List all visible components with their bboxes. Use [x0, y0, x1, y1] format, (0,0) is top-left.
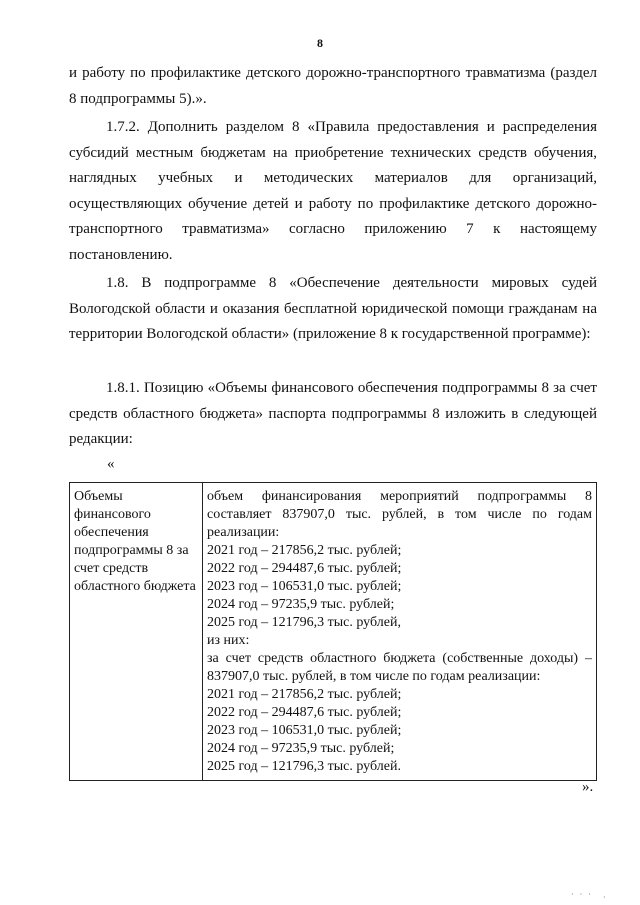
financing-total-line: объем финансирования мероприятий подпрограммы 8 составляет 837907,0 тыс. рублей, в том числе по годам реализации:: [207, 489, 592, 540]
year-2024-line: 2024 год – 97235,9 тыс. рублей;: [207, 597, 395, 612]
paragraph-intro: и работу по профилактике детского дорожно-транспортного травматизма (раздел 8 подпрограммы 5).».: [69, 65, 597, 107]
year-2023-line: 2023 год – 106531,0 тыс. рублей;: [207, 579, 402, 594]
regional-year-2021-line: 2021 год – 217856,2 тыс. рублей;: [207, 687, 402, 702]
year-2025-line: 2025 год – 121796,3 тыс. рублей,: [207, 615, 401, 630]
opening-quote-mark: «: [107, 456, 115, 472]
regional-year-2024-line: 2024 год – 97235,9 тыс. рублей;: [207, 741, 395, 756]
paragraph-1-8-1: 1.8.1. Позицию «Объемы финансового обеспечения подпрограммы 8 за счет средств областного бюджета» паспорта подпрограммы 8 изложить в следующей редакции:: [69, 380, 597, 447]
closing-quote-mark: ».: [582, 779, 594, 795]
position-value-cell: [203, 483, 597, 781]
of-which-line: из них:: [207, 633, 250, 648]
passport-position-table: [69, 482, 597, 781]
paragraph-1-8: 1.8. В подпрограмме 8 «Обеспечение деятельности мировых судей Вологодской области и оказания бесплатной юридической помощи гражданам на территории Вологодской области» (приложение 8 к государственной программе):: [69, 275, 597, 342]
position-label-cell: Объемы финансового обеспечения подпрограммы 8 за счет средств областного бюджета: [70, 483, 203, 781]
table-row: [70, 483, 597, 781]
scan-artifact-dots: · · ·: [571, 890, 593, 899]
regional-budget-line: за счет средств областного бюджета (собственные доходы) – 837907,0 тыс. рублей, в том числе по годам реализации:: [207, 651, 592, 684]
regional-year-2022-line: 2022 год – 294487,6 тыс. рублей;: [207, 705, 402, 720]
year-2022-line: 2022 год – 294487,6 тыс. рублей;: [207, 561, 402, 576]
scan-artifact-mark: ·: [603, 893, 606, 902]
regional-year-2025-line: 2025 год – 121796,3 тыс. рублей.: [207, 759, 401, 774]
year-2021-line: 2021 год – 217856,2 тыс. рублей;: [207, 543, 402, 558]
paragraph-1-7-2: 1.7.2. Дополнить разделом 8 «Правила предоставления и распределения субсидий местным бюджетам на приобретение технических средств обучения, наглядных учебных и методических материалов для организаций, осуществляющих обучение детей и работу по профилактике детского дорожно-транспортного травматизма» согласно приложению 7 к настоящему постановлению.: [69, 119, 597, 263]
page-number: 8: [317, 36, 323, 50]
regional-year-2023-line: 2023 год – 106531,0 тыс. рублей;: [207, 723, 402, 738]
